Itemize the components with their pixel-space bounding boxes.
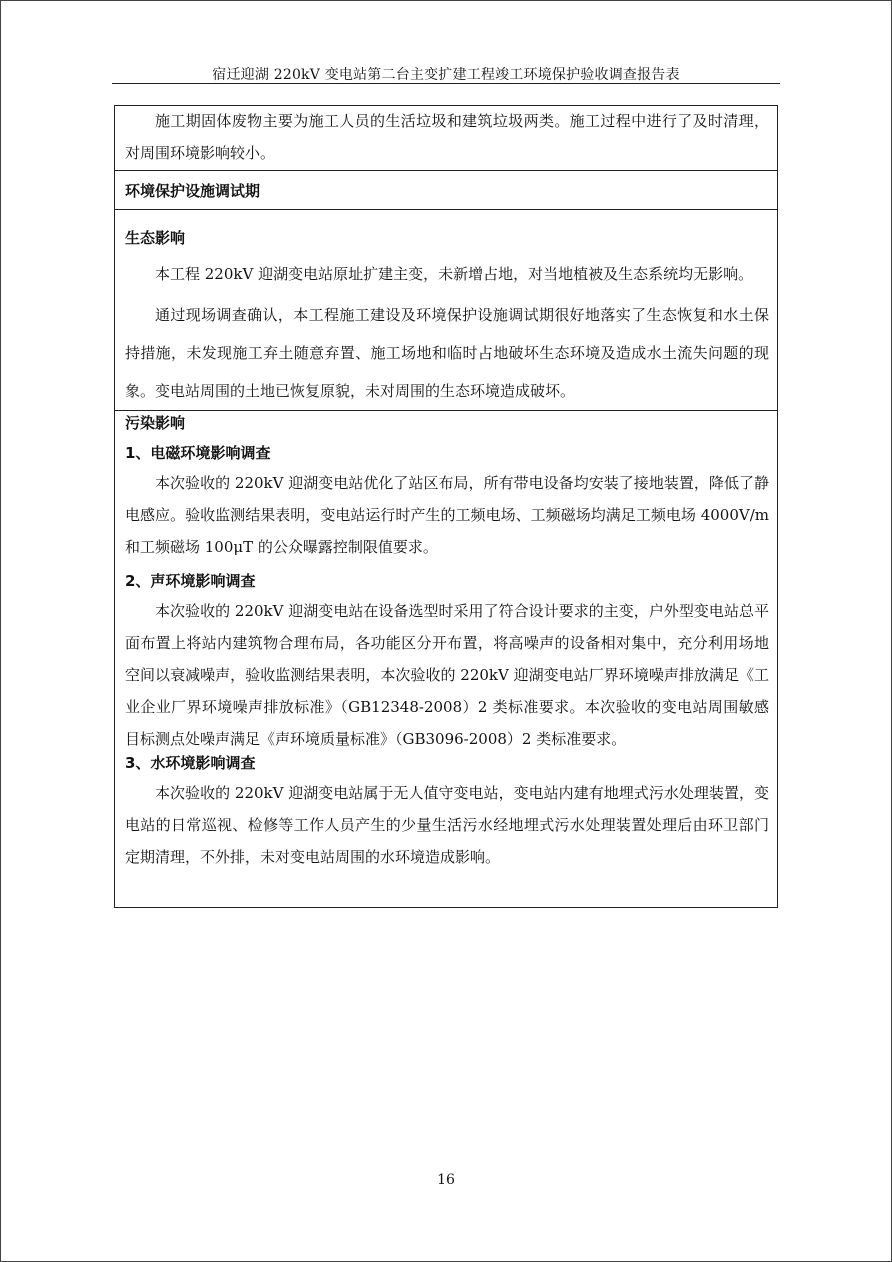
water-paragraph: 本次验收的 220kV 迎湖变电站属于无人值守变电站，变电站内建有地埋式污水处理装置，变电站的日常巡视、检修等工作人员产生的少量生活污水经地埋式污水处理装置处理后由环卫部门定期清理，不外排，未对变电站周围的水环境造成影响。 (125, 784, 769, 866)
page-number: 16 (437, 1172, 455, 1188)
noise-heading: 2、声环境影响调查 (125, 572, 256, 590)
em-heading: 1、电磁环境影响调查 (125, 444, 271, 462)
ecology-paragraph-1: 本工程 220kV 迎湖变电站原址扩建主变，未新增占地，对当地植被及生态系统均无影响。 (155, 265, 754, 283)
row-ecology (115, 209, 777, 410)
noise-paragraph: 本次验收的 220kV 迎湖变电站在设备选型时采用了符合设计要求的主变，户外型变电站总平面布置上将站内建筑物合理布局，各功能区分开布置，将高噪声的设备相对集中，充分利用场地空间以衰减噪声，验收监测结果表明，本次验收的 220kV 迎湖变电站厂界环境噪声排放满足《工业企业厂界环境噪声排放标准》（GB12348-2008）2 类标准要求。本次验收的变电站周围敏感目标测点处噪声满足《声环境质量标准》（GB3096-2008）2 类标准要求。 (125, 602, 769, 748)
ecology-paragraph-2: 通过现场调查确认，本工程施工建设及环境保护设施调试期很好地落实了生态恢复和水土保持措施，未发现施工弃土随意弃置、施工场地和临时占地破坏生态环境及造成水土流失问题的现象。变电站周围的土地已恢复原貌，未对周围的生态环境造成破坏。 (125, 306, 769, 400)
em-paragraph: 本次验收的 220kV 迎湖变电站优化了站区布局，所有带电设备均安装了接地装置，降低了静电感应。验收监测结果表明，变电站运行时产生的工频电场、工频磁场均满足工频电场 4000V/m 和工频磁场 100μT 的公众曝露控制限值要求。 (125, 474, 769, 556)
ecology-heading: 生态影响 (125, 229, 186, 247)
row-construction-waste (115, 106, 777, 170)
pollution-heading: 污染影响 (125, 414, 186, 432)
row-pollution (115, 410, 777, 907)
running-header: 宿迁迎湖 220kV 变电站第二台主变扩建工程竣工环境保护验收调查报告表 (212, 67, 680, 83)
solid-waste-paragraph: 施工期固体废物主要为施工人员的生活垃圾和建筑垃圾两类。施工过程中进行了及时清理，对周围环境影响较小。 (125, 112, 769, 162)
header-rule (112, 83, 780, 84)
commissioning-heading: 环境保护设施调试期 (125, 182, 261, 200)
report-table (114, 105, 778, 908)
row-commissioning-title (115, 170, 777, 209)
water-heading: 3、水环境影响调查 (125, 754, 256, 772)
